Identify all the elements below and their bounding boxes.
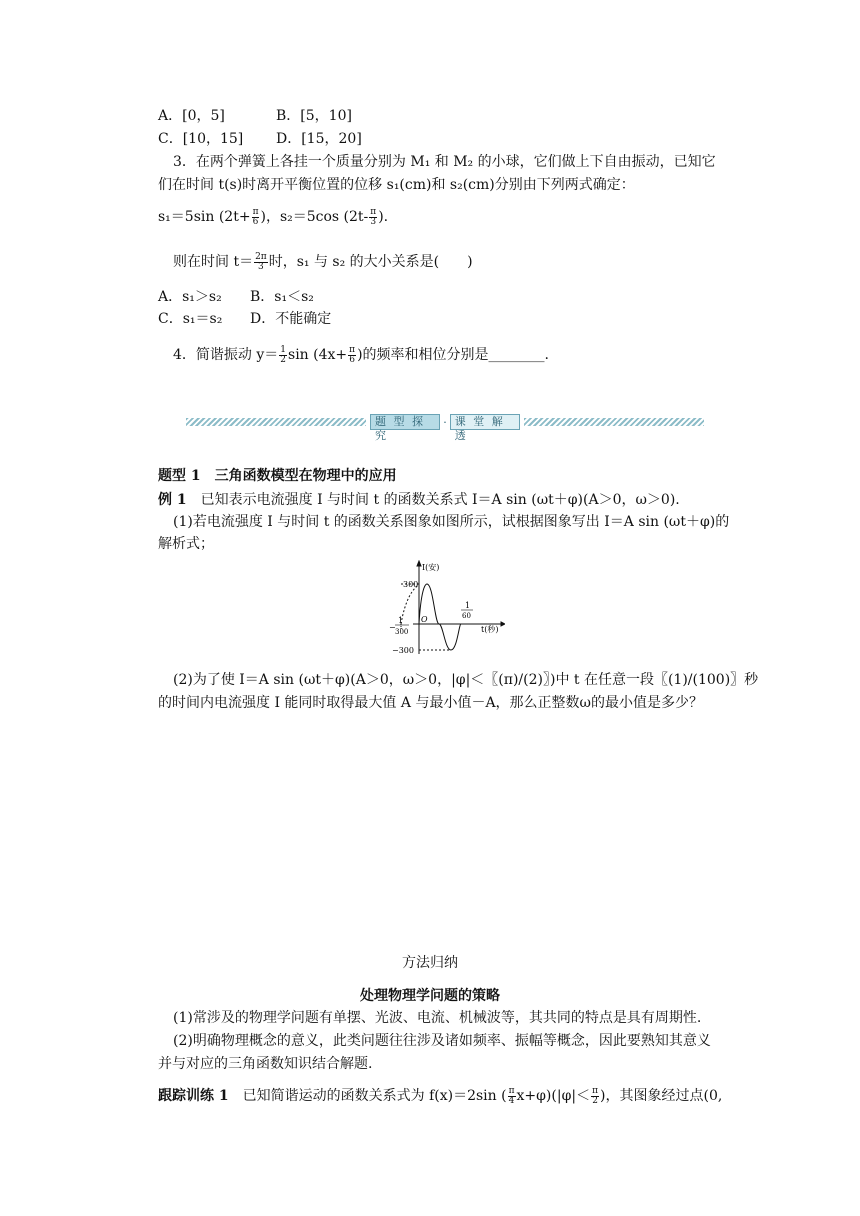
y-axis-arrow	[417, 561, 421, 566]
training-label: 跟踪训练 1	[158, 1088, 229, 1104]
pos-tick-den: 60	[462, 612, 471, 620]
part1-line2: 解析式；	[158, 536, 214, 552]
current-graph	[385, 560, 505, 658]
x-axis-label: t(秒)	[481, 625, 499, 634]
method-p2-line2: 并与对应的三角函数知识结合解题.	[158, 1056, 373, 1072]
example-text: 已知表示电流强度 I 与时间 t 的函数关系式 I＝A sin (ωt＋φ)(A＞0，ω＞0).	[186, 492, 680, 508]
neg-tick-num: 1	[398, 616, 404, 625]
banner-dot: ·	[443, 415, 447, 429]
ask-prefix: 则在时间 t＝	[173, 254, 254, 270]
banner-title	[370, 413, 520, 442]
fraction-pi-6-q4: $\frac{\pi}{6}$	[349, 344, 356, 365]
q2-option-c: C．[10，15]	[158, 131, 244, 147]
fraction-pi-2: $\frac{\pi}{2}$	[592, 1085, 599, 1106]
pos-tick-num: 1	[465, 601, 471, 610]
example1	[158, 490, 680, 510]
banner-stripe-left	[186, 418, 366, 426]
q4-mid: sin (4x+	[288, 347, 348, 363]
q4-prefix: 4．简谐振动 y＝	[173, 347, 279, 363]
q3-option-b: B．s₁＜s₂	[250, 289, 314, 305]
fraction-2pi-3: $\frac{2\pi}{3}$	[255, 251, 267, 272]
training-suffix: )，其图象经过点(0,	[600, 1088, 723, 1104]
origin-label: O	[421, 615, 428, 624]
method-heading: 方法归纳	[402, 955, 458, 971]
fraction-pi-4: $\frac{\pi}{4}$	[508, 1085, 515, 1106]
fraction-pi-3: $\frac{\pi}{3}$	[370, 206, 377, 227]
type1-title: 题型 1 三角函数模型在物理中的应用	[158, 468, 397, 484]
training-prefix: 已知简谐运动的函数关系式为 f(x)＝2sin (	[228, 1088, 507, 1104]
fraction-pi-6: $\frac{\pi}{6}$	[252, 206, 259, 227]
y-max-label: 300	[403, 580, 419, 589]
q3-option-a: A．s₁＞s₂	[158, 289, 222, 305]
banner-right-text: 课 堂 解 透	[450, 414, 520, 430]
formula-end: ).	[378, 209, 389, 225]
q4-stem	[173, 343, 549, 367]
q3-option-c: C．s₁＝s₂	[158, 311, 223, 327]
formula-s2: )，s₂＝5cos (2t-	[260, 209, 369, 225]
part1-line1: (1)若电流强度 I 与时间 t 的函数关系图象如图所示，试根据图象写出 I＝A sin (ωt＋φ)的	[173, 514, 730, 530]
q4-suffix: )的频率和相位分别是________.	[357, 347, 549, 363]
q3-stem-line1: 3．在两个弹簧上各挂一个质量分别为 M₁ 和 M₂ 的小球，它们做上下自由振动，已知它	[173, 154, 716, 170]
dashed-extension	[401, 585, 419, 624]
q3-stem-line2: 们在时间 t(s)时离开平衡位置的位移 s₁(cm)和 s₂(cm)分别由下列两式确定：	[158, 177, 635, 193]
method-subheading: 处理物理学问题的策略	[360, 988, 500, 1004]
ask-suffix: 时，s₁ 与 s₂ 的大小关系是( )	[268, 254, 473, 270]
q3-option-d: D．不能确定	[250, 311, 332, 327]
neg-sign: −	[389, 623, 396, 632]
part2-line1: (2)为了使 I＝A sin (ωt＋φ)(A＞0，ω＞0，|φ|＜〖(π)/(2)〗)中 t 在任意一段〖(1)/(100)〗秒	[173, 672, 759, 688]
q3-formula	[158, 206, 388, 228]
q2-option-d: D．[15，20]	[276, 131, 362, 147]
method-p1: (1)常涉及的物理学问题有单摆、光波、电流、机械波等，其共同的特点是具有周期性.	[173, 1010, 702, 1026]
neg-tick-den: 300	[395, 628, 409, 636]
formula-s1: s₁＝5sin (2t+	[158, 209, 251, 225]
q3-ask	[173, 251, 473, 273]
banner-left-text: 题 型 探 究	[370, 414, 440, 430]
x-axis-arrow	[501, 622, 505, 626]
method-p2-line1: (2)明确物理概念的意义，此类问题往往涉及诸如频率、振幅等概念，因此要熟知其意义	[173, 1033, 711, 1049]
section-banner	[186, 413, 704, 442]
q2-option-a: A．[0，5]	[158, 108, 225, 124]
fraction-1-2: $\frac{1}{2}$	[280, 344, 287, 365]
q2-option-b: B．[5，10]	[276, 108, 352, 124]
training-mid: x+φ)(|φ|＜	[516, 1088, 591, 1104]
training-1	[158, 1084, 722, 1108]
y-axis-label: I(安)	[422, 563, 440, 572]
example-label: 例 1	[158, 492, 187, 508]
banner-stripe-right	[524, 418, 704, 426]
y-min-label: −300	[392, 646, 414, 655]
part2-line2: 的时间内电流强度 I 能同时取得最大值 A 与最小值－A，那么正整数ω的最小值是多少？	[158, 695, 703, 711]
